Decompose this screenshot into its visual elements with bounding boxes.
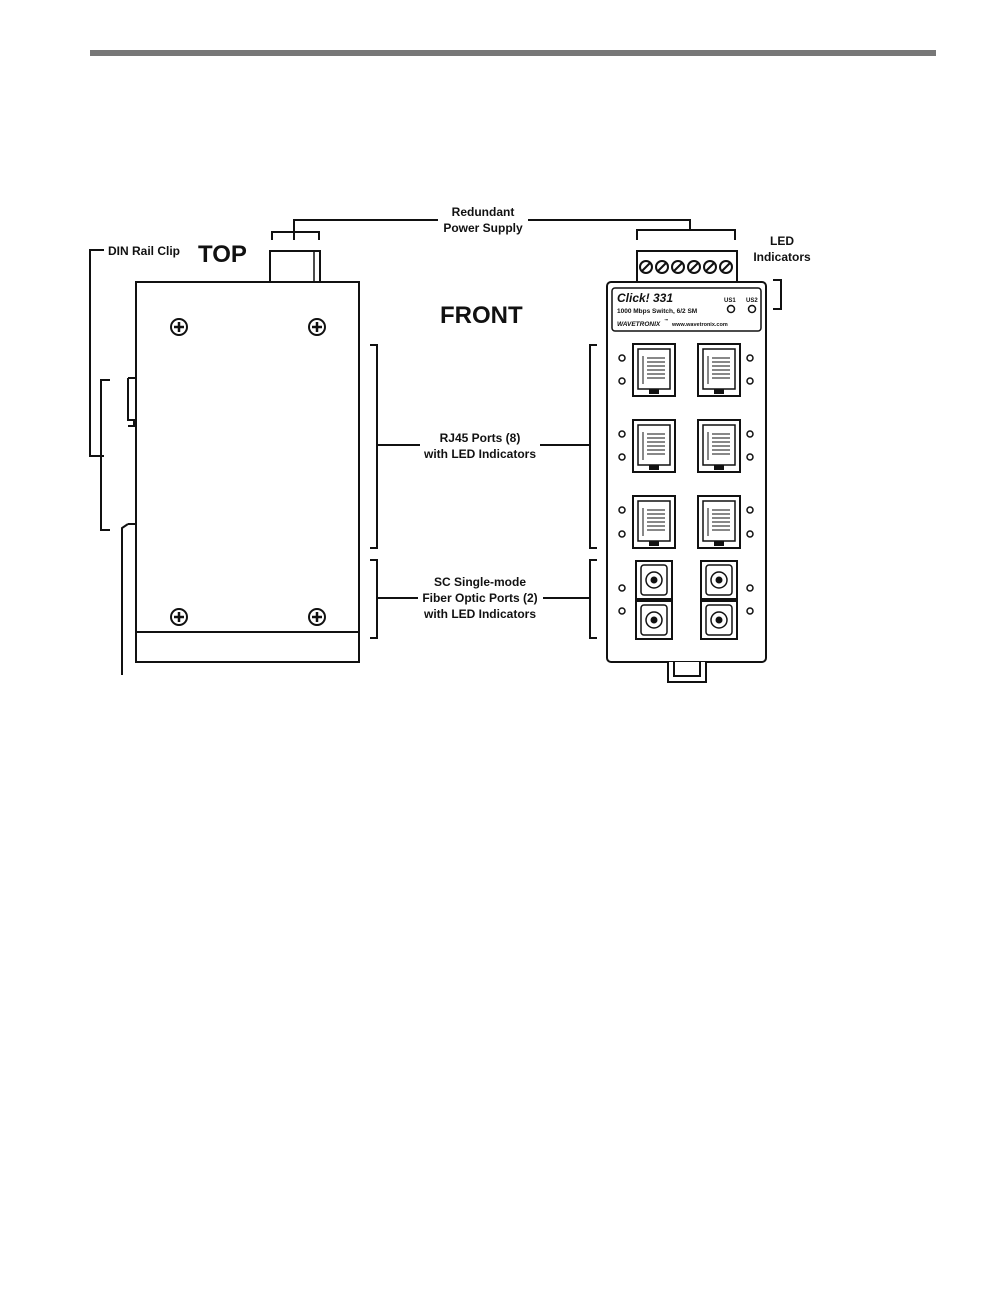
top-view-title: TOP xyxy=(198,241,247,268)
led-indicators-label-line2: Indicators xyxy=(753,250,811,264)
us1-led xyxy=(728,306,735,313)
sc-fiber-port-1b xyxy=(636,601,672,639)
device-description: 1000 Mbps Switch, 6/2 SM xyxy=(617,308,698,315)
redundant-power-label-line1: Redundant xyxy=(451,205,515,219)
rj45-port-2 xyxy=(698,344,740,396)
din-rail-clip-label: DIN Rail Clip xyxy=(108,244,181,258)
screw-icon xyxy=(171,609,187,625)
screw-icon xyxy=(171,319,187,335)
front-view xyxy=(607,251,781,682)
device-model: Click! 331 xyxy=(617,291,674,305)
rj45-label-line1: RJ45 Ports (8) xyxy=(439,431,521,445)
rj45-port-3 xyxy=(633,420,675,472)
sc-label-line3: with LED Indicators xyxy=(423,607,537,621)
led-indicators-label-line1: LED xyxy=(770,234,794,248)
sc-fiber-port-2a xyxy=(701,561,737,599)
rj45-port-4 xyxy=(698,420,740,472)
screw-icon xyxy=(309,609,325,625)
led-indicators-bracket xyxy=(773,280,781,309)
screw-icon xyxy=(309,319,325,335)
brand-website: www.wavetronix.com xyxy=(672,322,728,328)
redundant-power-label-line2: Power Supply xyxy=(443,221,523,235)
sc-label-line2: Fiber Optic Ports (2) xyxy=(422,591,538,605)
brand-trademark: ™ xyxy=(664,318,669,323)
brand-name: WAVETRONIX xyxy=(617,321,661,328)
front-view-body xyxy=(607,282,766,662)
rj45-port-6 xyxy=(698,496,740,548)
sc-label-line1: SC Single-mode xyxy=(433,575,527,589)
us2-led xyxy=(749,306,756,313)
rj45-port-1 xyxy=(633,344,675,396)
din-rail-clip-shape xyxy=(122,378,136,675)
top-view xyxy=(90,250,359,675)
top-view-body xyxy=(136,282,359,662)
us1-label: US1 xyxy=(724,298,736,304)
din-latch xyxy=(668,662,706,682)
rj45-label-line2: with LED Indicators xyxy=(423,447,537,461)
rj45-port-5 xyxy=(633,496,675,548)
front-view-title: FRONT xyxy=(440,302,523,329)
sc-fiber-port-1a xyxy=(636,561,672,599)
top-power-connector xyxy=(270,251,320,282)
us2-label: US2 xyxy=(746,298,758,304)
sc-fiber-port-2b xyxy=(701,601,737,639)
